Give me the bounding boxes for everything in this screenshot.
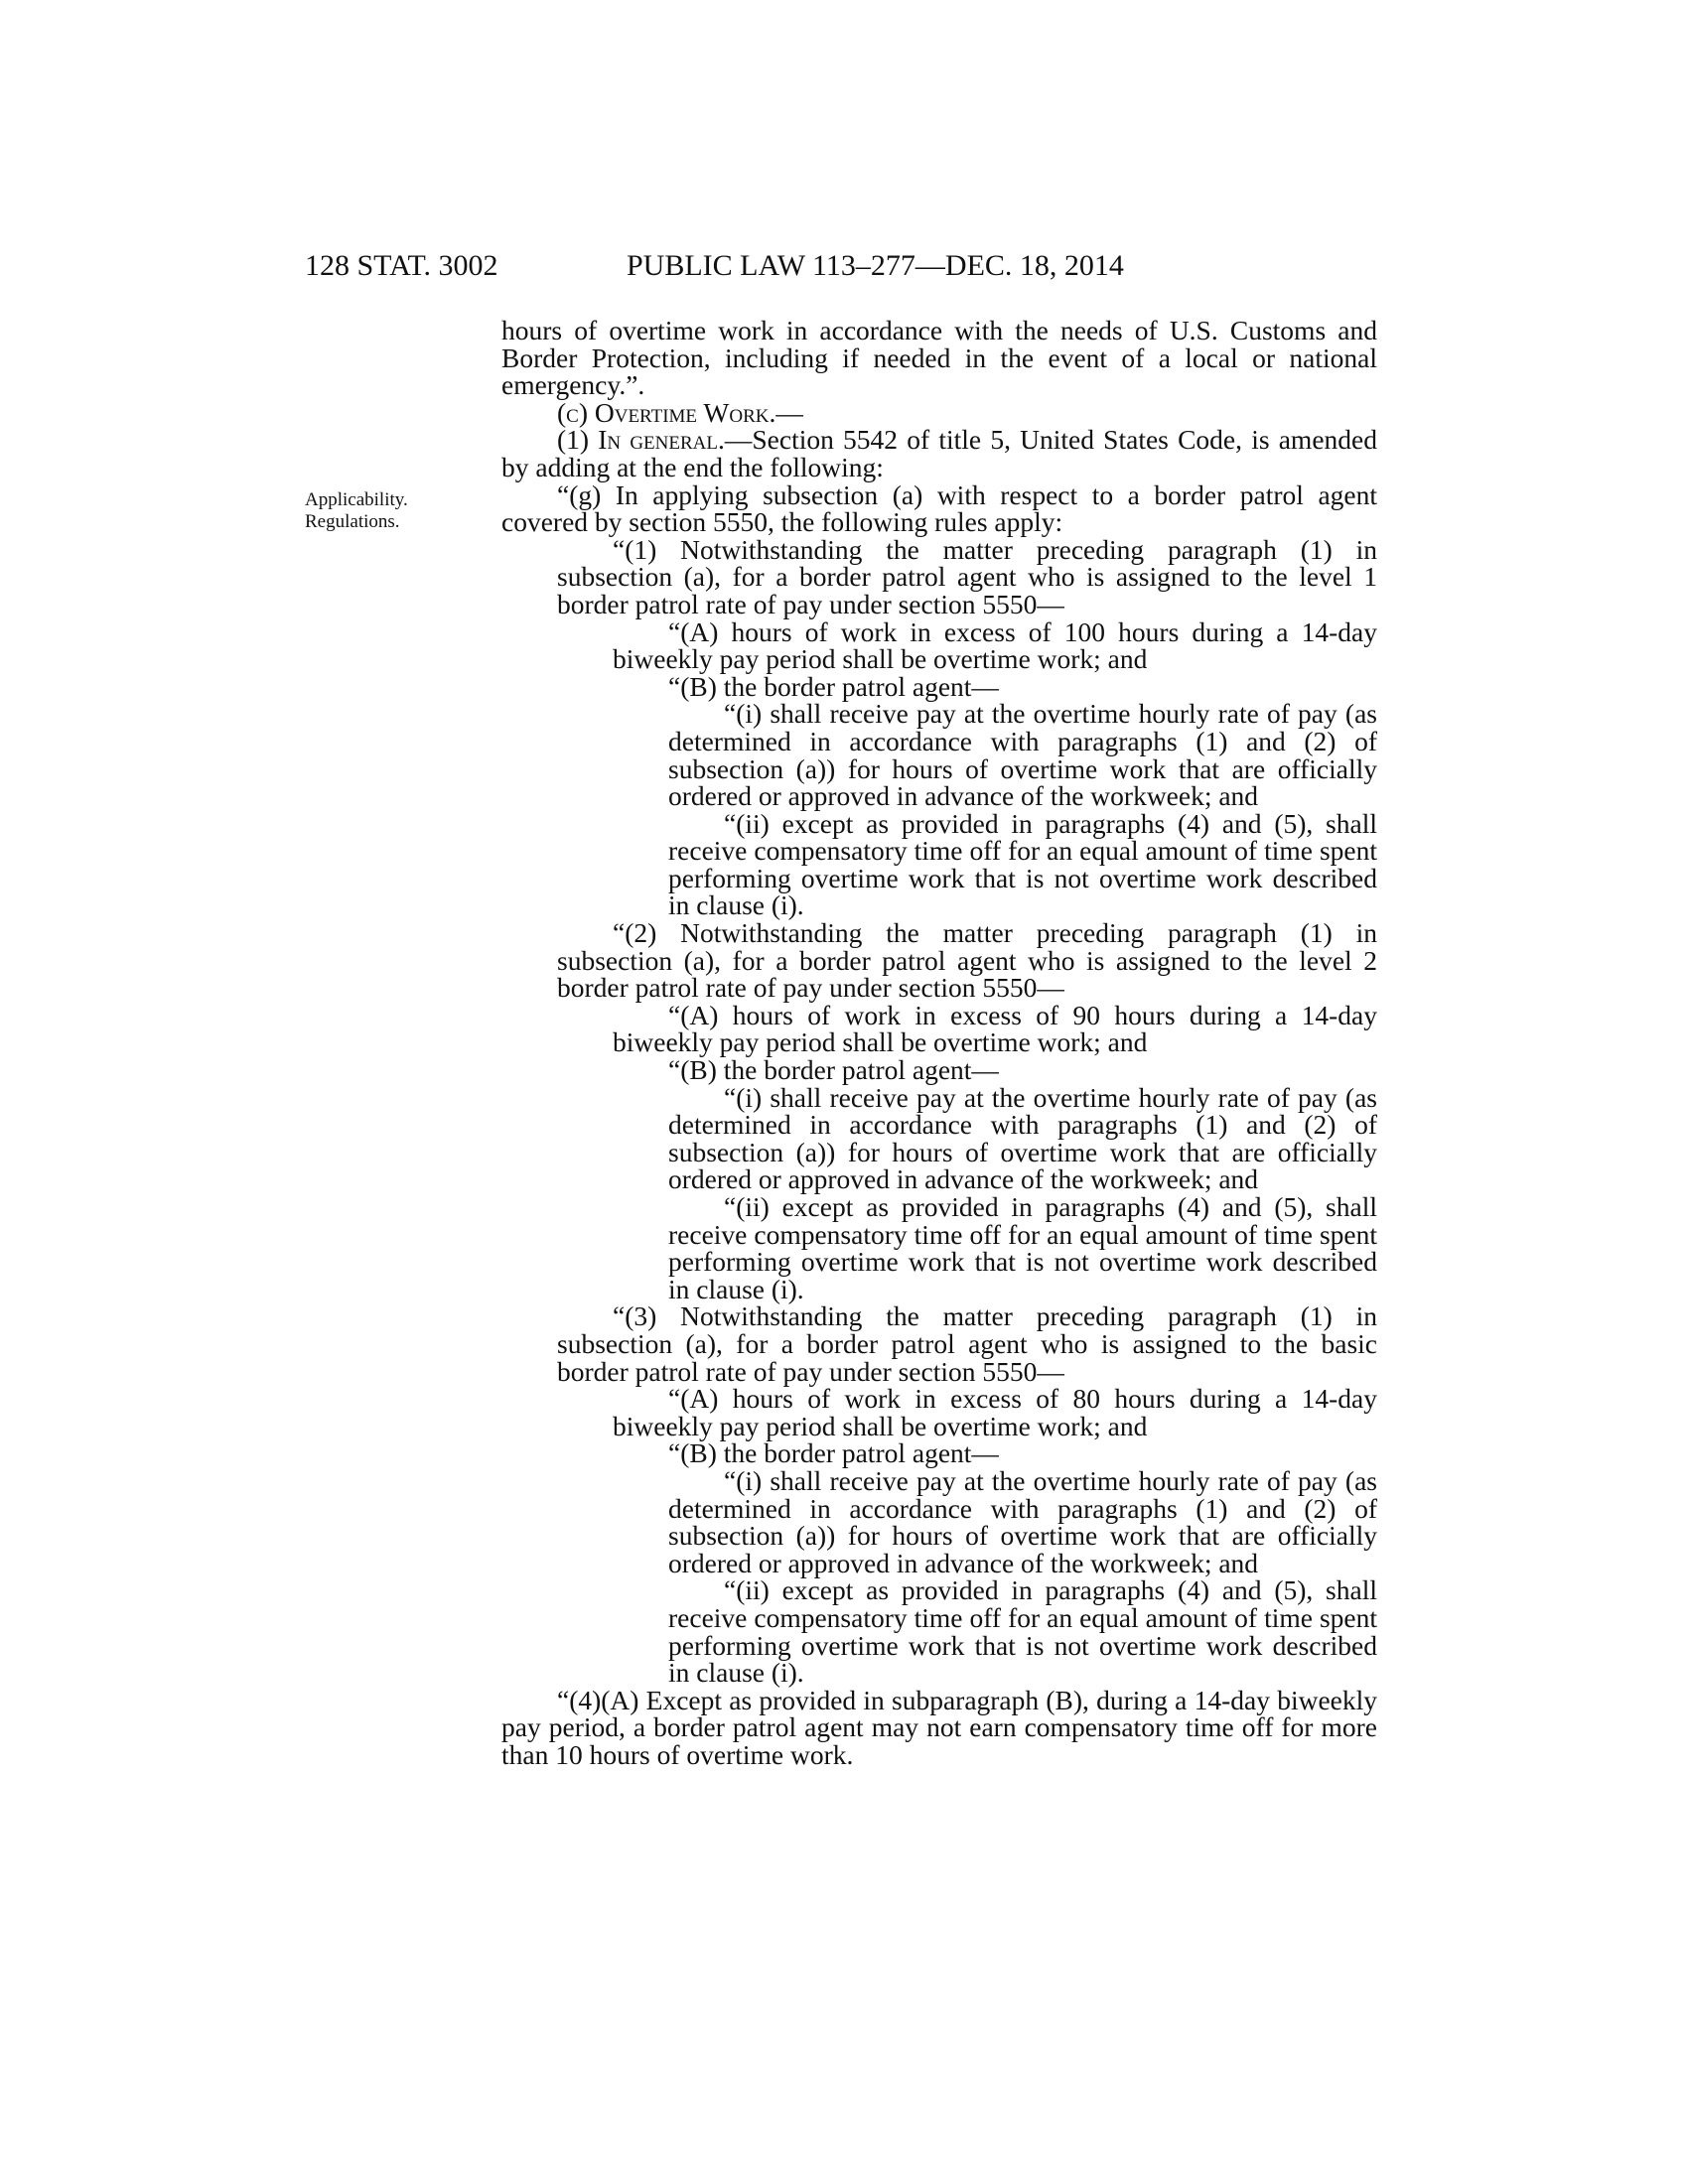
margin-note-applicability: Applicability. (305, 489, 408, 510)
paragraph-g-3 (501, 1302, 1377, 1385)
subparagraph-g-1-a (501, 615, 1377, 675)
paragraph-text: “(2) Notwithstanding the matter preceding paragraph (1) in subsection (a), for a border patrol agent who is assigned to the level 2 border patrol rate of pay under section 5550— (557, 917, 1377, 1004)
paragraph-text: “(ii) except as provided in paragraphs (4) and (5), shall receive compensatory time off for an equal amount of time spent performing overtime work that is not overtime work described in clause (i). (668, 1574, 1377, 1689)
subparagraph-g-2-b (501, 1056, 1377, 1084)
paragraph-text: “(A) hours of work in excess of 100 hours during a 14-day biweekly pay period shall be overtime work; and (613, 615, 1377, 675)
paragraph-text: “(i) shall receive pay at the overtime hourly rate of pay (as determined in accordance with paragraphs (1) and (2) of subsection (a)) for hours of overtime work that are officially ordered or approved in advance of the workweek; and (668, 698, 1377, 812)
statute-citation: 128 STAT. 3002 (305, 249, 498, 282)
paragraph-text: “(B) the border patrol agent— (668, 1437, 999, 1469)
public-law-citation: PUBLIC LAW 113–277—DEC. 18, 2014 (627, 249, 1124, 282)
paragraph-text: “(3) Notwithstanding the matter preceding paragraph (1) in subsection (a), for a border patrol agent who is assigned to the basic border patrol rate of pay under section 5550— (557, 1300, 1377, 1387)
paragraph-g-1 (501, 533, 1377, 619)
statute-body (501, 317, 1377, 1768)
running-head (305, 246, 1377, 286)
subsection-heading: (c) Overtime Work.— (557, 396, 803, 428)
paragraph-text: “(B) the border patrol agent— (668, 1054, 999, 1086)
subparagraph-g-3-b (501, 1439, 1377, 1467)
paragraph-g-4-a (501, 1684, 1377, 1770)
paragraph-text: “(ii) except as provided in paragraphs (4) and (5), shall receive compensatory time off for an equal amount of time spent performing overtime work that is not overtime work described in clause (i). (668, 1191, 1377, 1304)
continued-paragraph (501, 317, 1377, 399)
paragraph-text: “(B) the border patrol agent— (668, 670, 999, 702)
paragraph-text: “(4)(A) Except as provided in subparagraph (B), during a 14-day biweekly pay period, a border patrol agent may not earn compensatory time off for more than 10 hours of overtime work. (501, 1684, 1377, 1770)
paragraph-text: “(ii) except as provided in paragraphs (4) and (5), shall receive compensatory time off for an equal amount of time spent performing overtime work that is not overtime work described in clause (i). (668, 807, 1377, 921)
margin-notes (305, 489, 464, 533)
paragraph-text: “(A) hours of work in excess of 90 hours during a 14-day biweekly pay period shall be overtime work; and (613, 999, 1377, 1058)
paragraph-heading: (1) In general.— (557, 424, 753, 456)
subparagraph-g-1-b (501, 670, 1377, 702)
paragraph-text: “(i) shall receive pay at the overtime hourly rate of pay (as determined in accordance with paragraphs (1) and (2) of subsection (a)) for hours of overtime work that are officially ordered or approved in advance of the workweek; and (668, 1081, 1377, 1195)
subsection-c-heading (501, 396, 1377, 428)
margin-note-regulations: Regulations. (305, 511, 400, 532)
clause-g-2-b-i (501, 1081, 1377, 1195)
clause-g-3-b-i (501, 1464, 1377, 1578)
paragraph-text: “(1) Notwithstanding the matter preceding paragraph (1) in subsection (a), for a border patrol agent who is assigned to the level 1 border patrol rate of pay under section 5550— (557, 533, 1377, 619)
paragraph-text: Section 5542 of title 5, United States Code, is amended by adding at the end the following: (501, 424, 1377, 482)
clause-g-1-b-i (501, 698, 1377, 812)
clause-g-2-b-ii (501, 1193, 1377, 1302)
clause-g-1-b-ii (501, 807, 1377, 921)
paragraph-text: hours of overtime work in accordance with the needs of U.S. Customs and Border Protection, including if needed in the event of a local or national emergency.”. (501, 315, 1377, 401)
subsection-g (501, 478, 1377, 538)
paragraph-text: “(A) hours of work in excess of 80 hours during a 14-day biweekly pay period shall be overtime work; and (613, 1383, 1377, 1441)
subparagraph-g-3-a (501, 1385, 1377, 1439)
clause-g-3-b-ii (501, 1574, 1377, 1689)
subparagraph-g-2-a (501, 999, 1377, 1058)
paragraph-1-in-general (501, 426, 1377, 480)
paragraph-text: “(g) In applying subsection (a) with respect to a border patrol agent covered by section 5550, the following rules apply: (501, 478, 1377, 538)
paragraph-g-2 (501, 919, 1377, 1002)
paragraph-text: “(i) shall receive pay at the overtime hourly rate of pay (as determined in accordance with paragraphs (1) and (2) of subsection (a)) for hours of overtime work that are officially ordered or approved in advance of the workweek; and (668, 1464, 1377, 1578)
